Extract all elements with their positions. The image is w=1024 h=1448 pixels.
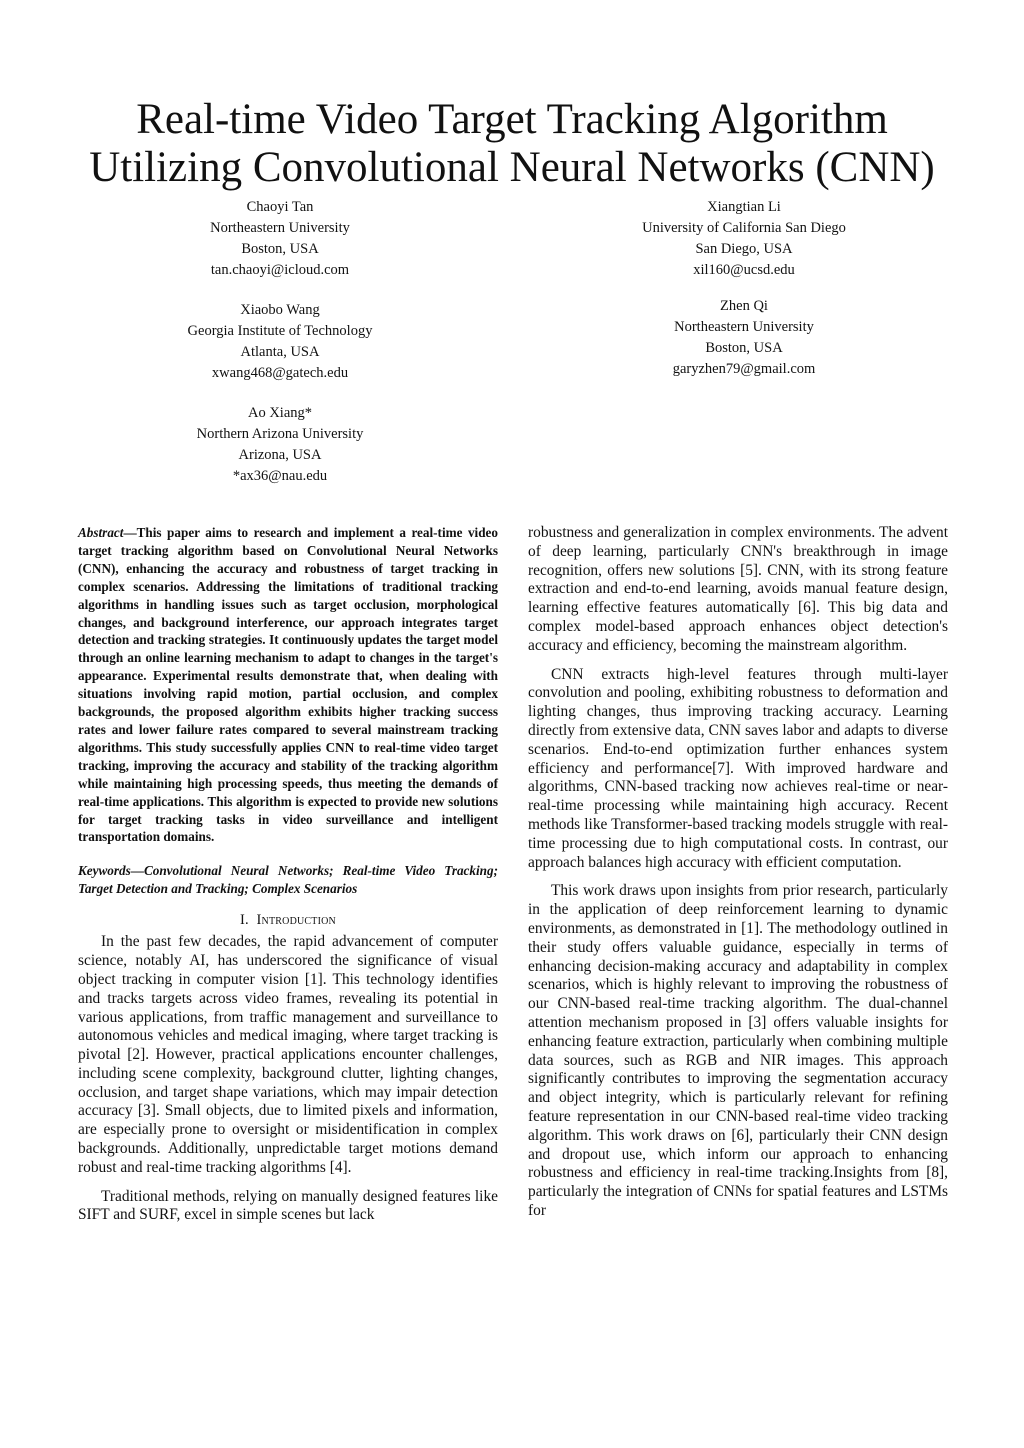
author-affiliation: University of California San Diego [642,220,846,236]
author-block-5 [130,403,430,487]
author-email: xwang468@gatech.edu [211,365,349,381]
author-affiliation: Northern Arizona University [196,426,364,442]
author-name: Xiangtian Li [707,199,781,215]
title-line-2: Utilizing Convolutional Neural Networks (CNN) [89,144,935,191]
right-column [528,524,948,1221]
paragraph: robustness and generalization in complex environments. The advent of deep learning, particularly CNN's breakthrough in image recognition, offers new solutions [5]. CNN, with its strong feature extraction and end-to-end learning, avoids manual feature design, learning effective features automatically [6]. This big data and complex model-based approach enhances object detection's accuracy and efficiency, becoming the mainstream algorithm. [528,524,948,654]
paper-title [0,96,1024,192]
author-name: Ao Xiang* [247,405,313,421]
left-column [78,524,498,1225]
paragraph: In the past few decades, the rapid advancement of computer science, notably AI, has underscored the significance of visual object tracking in computer vision [1]. This technology identifies and tracks targets across video frames, revealing its potential in various applications, from traffic management and surveillance to autonomous vehicles and medical imaging, where target tracking is pivotal [2]. However, practical applications encounter challenges, including scene complexity, background clutter, lighting changes, occlusion, and target shape variations, which may impair detection accuracy [3]. Small objects, due to limited pixels and information, are especially prone to oversight or misidentification in complex backgrounds. Additionally, unpredictable target motions demand robust and real-time tracking algorithms [4]. [78,933,498,1176]
title-line-1: Real-time Video Target Tracking Algorithm [136,96,888,143]
abstract-text: —This paper aims to research and implement a real-time video target tracking algorithm based on Convolutional Neural Networks (CNN), enhancing the accuracy and robustness of target tracking in complex scenarios. Addressing the limitations of traditional tracking algorithms in handling issues such as target occlusion, morphological changes, and background interference, our approach integrates target detection and tracking strategies. It continuously updates the target model through an online learning mechanism to adapt to changes in the target's appearance. Experimental results demonstrate that, when dealing with situations involving rapid motion, partial occlusion, and complex backgrounds, the proposed algorithm exhibits higher tracking success rates and lower failure rates compared to several mainstream tracking algorithms. This study successfully applies CNN to real-time video target tracking, improving the accuracy and stability of the tracking algorithm while maintaining high processing speeds, thus meeting the demands of real-time applications. This algorithm is expected to provide new solutions for target tracking tasks in video surveillance and intelligent transportation domains. [78,525,498,845]
author-block-2 [594,197,894,281]
author-location: Boston, USA [241,241,319,257]
author-email: garyzhen79@gmail.com [672,361,816,377]
author-location: Arizona, USA [238,447,322,463]
section-number: I. [240,912,249,929]
paragraph: Traditional methods, relying on manually designed features like SIFT and SURF, excel in simple scenes but lack [78,1187,498,1224]
paragraph: CNN extracts high-level features through multi-layer convolution and pooling, exhibiting robustness to deformation and lighting changes, thus improving tracking accuracy. Learning directly from extensive data, CNN saves labor and adapts to diverse scenarios. End-to-end optimization further enhances system efficiency and performance[7]. With improved hardware and algorithms, CNN-based tracking now achieves real-time or near-real-time processing while maintaining high accuracy. Recent methods like Transformer-based tracking models struggle with real-time processing due to high computational costs. In contrast, our approach balances high accuracy with efficient computation. [528,665,948,871]
abstract [78,524,498,846]
section-heading-introduction [78,912,498,929]
author-name: Chaoyi Tan [246,199,314,215]
author-name: Zhen Qi [720,298,768,314]
author-email: xil160@ucsd.edu [693,262,795,278]
author-email: *ax36@nau.edu [232,468,328,484]
author-affiliation: Georgia Institute of Technology [187,323,373,339]
author-block-4 [594,296,894,380]
author-block-3 [130,300,430,384]
abstract-label: Abstract [78,525,124,540]
author-location: San Diego, USA [695,241,793,257]
keywords: Keywords—Convolutional Neural Networks; Real-time Video Tracking; Target Detection and Tracking; Complex Scenarios [78,863,498,897]
author-location: Boston, USA [705,340,783,356]
author-affiliation: Northeastern University [674,319,814,335]
section-title: Introduction [256,912,336,929]
author-email: tan.chaoyi@icloud.com [210,262,350,278]
paragraph: This work draws upon insights from prior research, particularly in the application of deep reinforcement learning to dynamic environments, as demonstrated in [1]. The methodology outlined in their study offers valuable guidance, especially in terms of enhancing decision-making accuracy and adaptability in complex scenarios, which is highly relevant to improving the robustness of our CNN-based real-time tracking algorithm. The dual-channel attention mechanism proposed in [3] offers valuable insights for enhancing feature extraction, particularly when combining multiple data sources, such as RGB and NIR images. This approach significantly contributes to improving the segmentation accuracy and object integrity, which is particularly relevant for refining feature representation in our CNN-based real-time video tracking algorithm. This work draws on [6], particularly their CNN design and dropout use, which inform our approach to enhancing robustness and efficiency in real-time tracking.Insights from [8], particularly the integration of CNNs for spatial features and LSTMs for [528,882,948,1219]
author-affiliation: Northeastern University [210,220,350,236]
author-block-1 [130,197,430,281]
author-name: Xiaobo Wang [240,302,320,318]
author-location: Atlanta, USA [240,344,320,360]
